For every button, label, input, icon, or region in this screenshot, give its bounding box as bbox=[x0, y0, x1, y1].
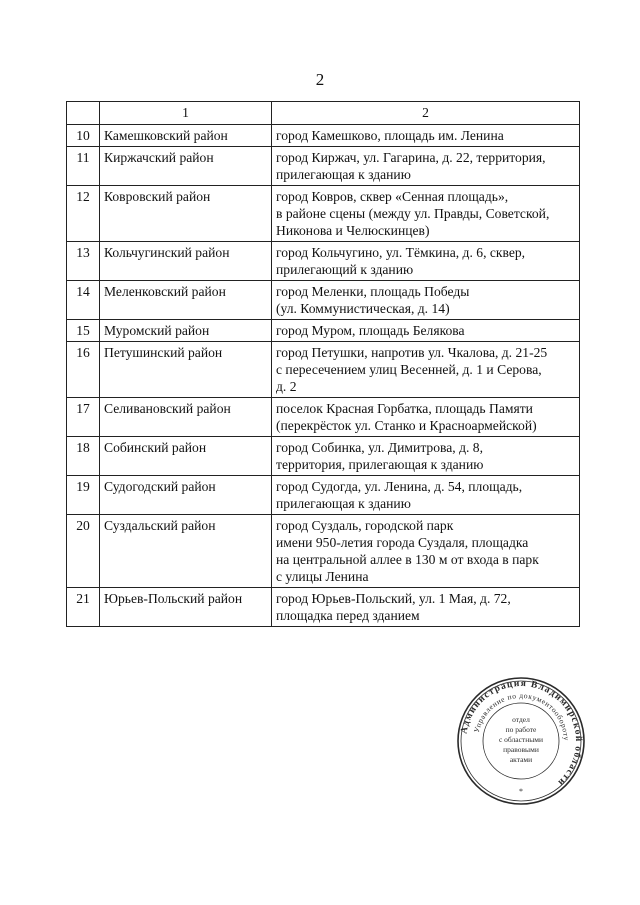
seal-inner-ring-text: Управление по документообороту bbox=[471, 690, 572, 742]
seal-center-line: правовыми bbox=[503, 745, 539, 754]
place-line: поселок Красная Горбатка, площадь Памяти bbox=[276, 401, 533, 416]
place-line: имени 950-летия города Суздаля, площадка bbox=[276, 535, 529, 550]
place-description bbox=[272, 147, 580, 186]
place-line: прилегающая к зданию bbox=[276, 167, 411, 182]
district-name: Петушинский район bbox=[100, 342, 272, 398]
place-line: город Меленки, площадь Победы bbox=[276, 284, 470, 299]
header-cell-place: 2 bbox=[272, 102, 580, 125]
row-number: 10 bbox=[67, 125, 100, 147]
district-name: Селивановский район bbox=[100, 398, 272, 437]
table-header-row bbox=[67, 102, 580, 125]
place-line: город Петушки, напротив ул. Чкалова, д. 21-25 bbox=[276, 345, 548, 360]
seal-star-icon: * bbox=[519, 787, 523, 796]
page-number: 2 bbox=[315, 70, 325, 89]
table-row bbox=[67, 281, 580, 320]
districts-table bbox=[66, 101, 580, 627]
place-line: город Юрьев-Польский, ул. 1 Мая, д. 72, bbox=[276, 591, 511, 606]
place-line: город Киржач, ул. Гагарина, д. 22, территория, bbox=[276, 150, 546, 165]
table-row bbox=[67, 398, 580, 437]
place-line: город Камешково, площадь им. Ленина bbox=[276, 128, 504, 143]
place-line: прилегающая к зданию bbox=[276, 496, 411, 511]
table-row bbox=[67, 437, 580, 476]
row-number: 21 bbox=[67, 588, 100, 627]
place-description bbox=[272, 125, 580, 147]
table-row bbox=[67, 476, 580, 515]
place-line: (перекрёсток ул. Станко и Красноармейской) bbox=[276, 418, 537, 433]
seal-center-line: отдел bbox=[512, 715, 530, 724]
place-line: город Кольчугино, ул. Тёмкина, д. 6, сквер, bbox=[276, 245, 526, 260]
district-name: Муромский район bbox=[100, 320, 272, 342]
row-number: 14 bbox=[67, 281, 100, 320]
place-line: город Собинка, ул. Димитрова, д. 8, bbox=[276, 440, 483, 455]
seal-center-line: по работе bbox=[505, 725, 537, 734]
place-line: город Судогда, ул. Ленина, д. 54, площадь, bbox=[276, 479, 523, 494]
table-row bbox=[67, 147, 580, 186]
place-line: город Ковров, сквер «Сенная площадь», bbox=[276, 189, 509, 204]
district-name: Собинский район bbox=[100, 437, 272, 476]
place-line: город Муром, площадь Белякова bbox=[276, 323, 465, 338]
place-line: Никонова и Челюскинцев) bbox=[276, 223, 430, 238]
district-name: Киржачский район bbox=[100, 147, 272, 186]
row-number: 13 bbox=[67, 242, 100, 281]
place-line: с пересечением улиц Весенней, д. 1 и Серова, bbox=[276, 362, 542, 377]
district-name: Юрьев-Польский район bbox=[100, 588, 272, 627]
official-seal bbox=[456, 676, 586, 806]
district-name: Судогодский район bbox=[100, 476, 272, 515]
place-line: с улицы Ленина bbox=[276, 569, 369, 584]
place-description bbox=[272, 186, 580, 242]
table-row bbox=[67, 186, 580, 242]
place-description bbox=[272, 476, 580, 515]
seal-center-line: с областными bbox=[498, 735, 544, 744]
row-number: 17 bbox=[67, 398, 100, 437]
table-row bbox=[67, 588, 580, 627]
place-line: на центральной аллее в 130 м от входа в парк bbox=[276, 552, 539, 567]
row-number: 12 bbox=[67, 186, 100, 242]
row-number: 18 bbox=[67, 437, 100, 476]
district-name: Меленковский район bbox=[100, 281, 272, 320]
place-line: город Суздаль, городской парк bbox=[276, 518, 454, 533]
place-description bbox=[272, 398, 580, 437]
row-number: 20 bbox=[67, 515, 100, 588]
row-number: 11 bbox=[67, 147, 100, 186]
table-row bbox=[67, 320, 580, 342]
district-name: Кольчугинский район bbox=[100, 242, 272, 281]
place-line: д. 2 bbox=[276, 379, 297, 394]
place-line: площадка перед зданием bbox=[276, 608, 420, 623]
district-name: Ковровский район bbox=[100, 186, 272, 242]
place-description bbox=[272, 342, 580, 398]
row-number: 15 bbox=[67, 320, 100, 342]
place-description bbox=[272, 242, 580, 281]
place-description bbox=[272, 320, 580, 342]
seal-outer-text: Администрация Владимирской области bbox=[459, 678, 584, 788]
table-row bbox=[67, 515, 580, 588]
place-line: территория, прилегающая к зданию bbox=[276, 457, 484, 472]
row-number: 16 bbox=[67, 342, 100, 398]
place-line: прилегающий к зданию bbox=[276, 262, 414, 277]
place-description bbox=[272, 437, 580, 476]
table-row bbox=[67, 125, 580, 147]
district-name: Камешковский район bbox=[100, 125, 272, 147]
place-description bbox=[272, 281, 580, 320]
table-row bbox=[67, 342, 580, 398]
row-number: 19 bbox=[67, 476, 100, 515]
place-description bbox=[272, 515, 580, 588]
header-cell-number bbox=[67, 102, 100, 125]
place-description bbox=[272, 588, 580, 627]
place-line: (ул. Коммунистическая, д. 14) bbox=[276, 301, 450, 316]
district-name: Суздальский район bbox=[100, 515, 272, 588]
seal-center-line: актами bbox=[509, 755, 533, 764]
place-line: в районе сцены (между ул. Правды, Советской, bbox=[276, 206, 550, 221]
table-row bbox=[67, 242, 580, 281]
header-cell-district: 1 bbox=[100, 102, 272, 125]
